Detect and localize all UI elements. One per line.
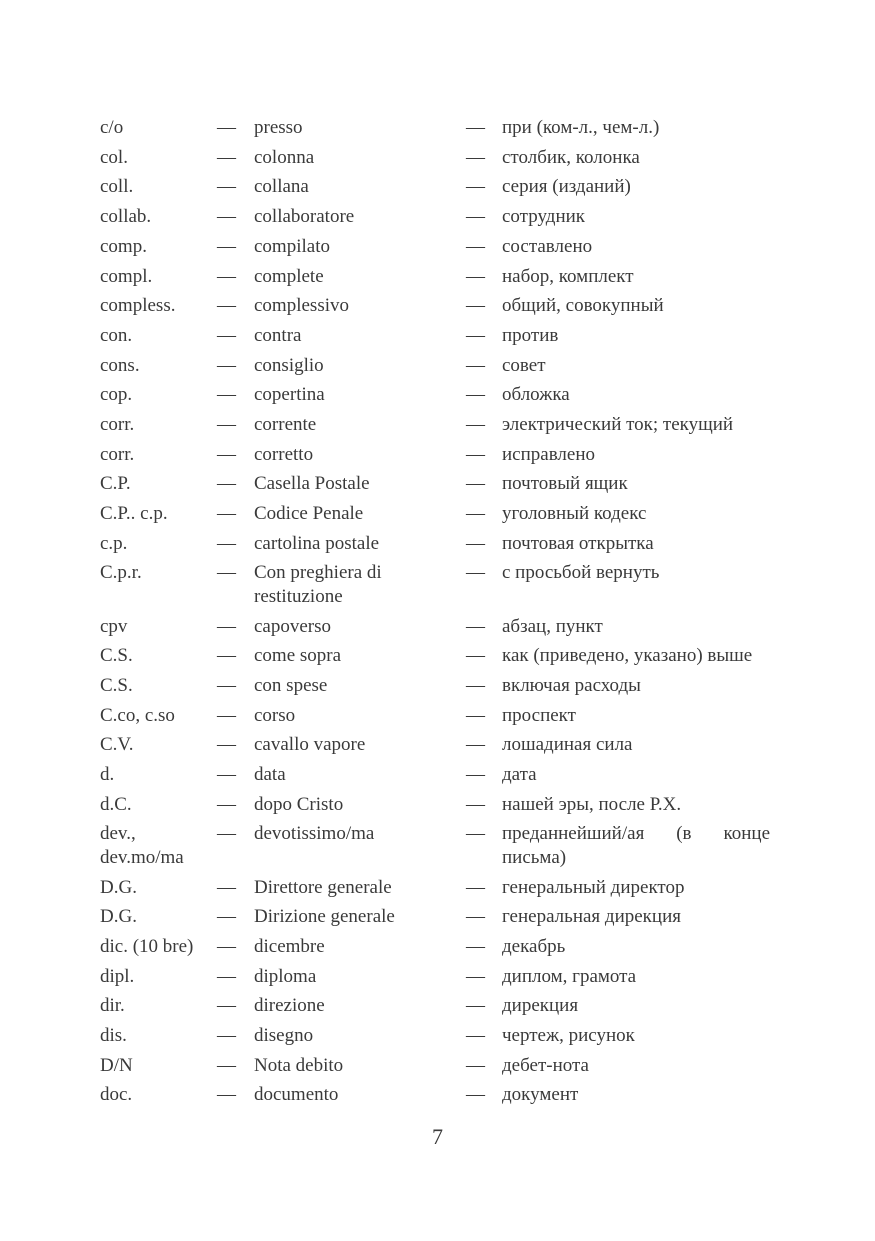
abbreviation: compl. xyxy=(100,265,153,287)
italian-term: come sopra xyxy=(254,645,342,667)
italian-term: corrente xyxy=(254,413,317,435)
russian-translation: электрический ток; текущий xyxy=(502,413,734,435)
russian-translation: преданнейший/ая (в конце письма) xyxy=(502,823,770,868)
abbreviation: dev., dev.mo/ma xyxy=(100,823,184,868)
abbreviation: C.S. xyxy=(100,674,133,696)
italian-term: Con preghiera di restituzione xyxy=(254,562,382,607)
italian-term: compilato xyxy=(254,235,330,257)
italian-term: collaboratore xyxy=(254,206,355,228)
dash-separator: — xyxy=(217,532,236,554)
dash-separator: — xyxy=(466,265,485,287)
dash-separator: — xyxy=(217,965,236,987)
abbreviation: coll. xyxy=(100,176,134,198)
list-item xyxy=(100,760,780,790)
list-item xyxy=(100,113,780,143)
italian-term: direzione xyxy=(254,995,325,1017)
list-item xyxy=(100,410,780,440)
italian-term: corso xyxy=(254,704,296,726)
dash-separator: — xyxy=(466,1025,485,1047)
dash-separator: — xyxy=(217,295,236,317)
dash-separator: — xyxy=(217,443,236,465)
dash-separator: — xyxy=(217,324,236,346)
italian-term: devotissimo/ma xyxy=(254,823,375,845)
dash-separator: — xyxy=(217,935,236,957)
dash-separator: — xyxy=(217,206,236,228)
dash-separator: — xyxy=(466,324,485,346)
russian-translation: с просьбой вернуть xyxy=(502,562,660,584)
dash-separator: — xyxy=(466,995,485,1017)
list-item xyxy=(100,932,780,962)
dash-separator: — xyxy=(217,265,236,287)
list-item xyxy=(100,529,780,559)
list-item xyxy=(100,232,780,262)
italian-term: dopo Cristo xyxy=(254,793,344,815)
list-item xyxy=(100,730,780,760)
russian-translation: исправлено xyxy=(502,443,596,465)
abbreviation: c/o xyxy=(100,117,124,139)
list-item xyxy=(100,902,780,932)
list-item xyxy=(100,558,780,611)
abbreviation: cop. xyxy=(100,384,133,406)
dash-separator: — xyxy=(217,793,236,815)
dash-separator: — xyxy=(217,176,236,198)
dash-separator: — xyxy=(217,354,236,376)
abbreviation: collab. xyxy=(100,206,152,228)
dash-separator: — xyxy=(466,615,485,637)
italian-term: Codice Penale xyxy=(254,503,364,525)
list-item xyxy=(100,641,780,671)
list-item xyxy=(100,1080,780,1110)
abbreviation: col. xyxy=(100,146,128,168)
dash-separator: — xyxy=(466,176,485,198)
abbreviation: corr. xyxy=(100,443,135,465)
abbreviation: C.P.. c.p. xyxy=(100,503,168,525)
dash-separator: — xyxy=(466,384,485,406)
list-item xyxy=(100,1021,780,1051)
dash-separator: — xyxy=(466,532,485,554)
dash-separator: — xyxy=(466,146,485,168)
abbreviation: con. xyxy=(100,324,133,346)
dash-separator: — xyxy=(217,413,236,435)
russian-translation: общий, совокупный xyxy=(502,295,664,317)
abbreviation: cpv xyxy=(100,615,128,637)
dash-separator: — xyxy=(217,876,236,898)
dash-separator: — xyxy=(466,117,485,139)
dash-separator: — xyxy=(466,295,485,317)
dash-separator: — xyxy=(217,146,236,168)
russian-translation: чертеж, рисунок xyxy=(502,1025,635,1047)
italian-term: Casella Postale xyxy=(254,473,370,495)
abbreviation: C.P. xyxy=(100,473,131,495)
abbreviation: C.V. xyxy=(100,734,134,756)
russian-translation: уголовный кодекс xyxy=(502,503,647,525)
italian-term: Dirizione generale xyxy=(254,906,395,928)
russian-translation: сотрудник xyxy=(502,206,586,228)
abbreviation: dis. xyxy=(100,1025,127,1047)
italian-term: complete xyxy=(254,265,324,287)
russian-translation: нашей эры, после Р.Х. xyxy=(502,793,682,815)
russian-translation: включая расходы xyxy=(502,674,641,696)
russian-translation: диплом, грамота xyxy=(502,965,637,987)
dash-separator: — xyxy=(466,473,485,495)
russian-translation: документ xyxy=(502,1084,579,1106)
russian-translation: столбик, колонка xyxy=(502,146,640,168)
abbreviation: d.C. xyxy=(100,793,132,815)
russian-translation: при (ком-л., чем-л.) xyxy=(502,117,660,139)
abbreviation: dir. xyxy=(100,995,125,1017)
dash-separator: — xyxy=(217,645,236,667)
italian-term: Direttore generale xyxy=(254,876,392,898)
dash-separator: — xyxy=(217,704,236,726)
italian-term: contra xyxy=(254,324,302,346)
dash-separator: — xyxy=(217,906,236,928)
russian-translation: серия (изданий) xyxy=(502,176,631,198)
dash-separator: — xyxy=(217,384,236,406)
italian-term: collana xyxy=(254,176,309,198)
dash-separator: — xyxy=(466,206,485,228)
italian-term: data xyxy=(254,764,286,786)
italian-term: corretto xyxy=(254,443,314,465)
abbreviation: d. xyxy=(100,764,115,786)
dash-separator: — xyxy=(466,645,485,667)
abbreviation-list xyxy=(100,113,780,1110)
dash-separator: — xyxy=(466,876,485,898)
dash-separator: — xyxy=(466,734,485,756)
dash-separator: — xyxy=(217,235,236,257)
list-item xyxy=(100,819,780,872)
abbreviation: D.G. xyxy=(100,906,137,928)
abbreviation: D/N xyxy=(100,1054,133,1076)
italian-term: copertina xyxy=(254,384,325,406)
italian-term: presso xyxy=(254,117,303,139)
russian-translation: обложка xyxy=(502,384,570,406)
dash-separator: — xyxy=(217,117,236,139)
dash-separator: — xyxy=(466,935,485,957)
dash-separator: — xyxy=(466,354,485,376)
russian-translation: дирекция xyxy=(502,995,579,1017)
italian-term: dicembre xyxy=(254,935,325,957)
abbreviation: comp. xyxy=(100,235,147,257)
dash-separator: — xyxy=(217,1054,236,1076)
abbreviation: C.co, c.so xyxy=(100,704,175,726)
dash-separator: — xyxy=(466,906,485,928)
abbreviation: dipl. xyxy=(100,965,135,987)
russian-translation: почтовый ящик xyxy=(502,473,628,495)
list-item xyxy=(100,202,780,232)
russian-translation: проспект xyxy=(502,704,576,726)
page-number: 7 xyxy=(432,1124,443,1149)
italian-term: cavallo vapore xyxy=(254,734,366,756)
italian-term: colonna xyxy=(254,146,315,168)
abbreviation: D.G. xyxy=(100,876,137,898)
abbreviation: cons. xyxy=(100,354,140,376)
dash-separator: — xyxy=(217,995,236,1017)
dash-separator: — xyxy=(466,674,485,696)
abbreviation: corr. xyxy=(100,413,135,435)
dash-separator: — xyxy=(217,674,236,696)
dash-separator: — xyxy=(466,443,485,465)
list-item xyxy=(100,671,780,701)
italian-term: con spese xyxy=(254,674,328,696)
dash-separator: — xyxy=(217,562,236,584)
russian-translation: абзац, пункт xyxy=(502,615,603,637)
dash-separator: — xyxy=(466,1084,485,1106)
italian-term: consiglio xyxy=(254,354,324,376)
dash-separator: — xyxy=(217,1084,236,1106)
dash-separator: — xyxy=(466,793,485,815)
list-item xyxy=(100,1051,780,1081)
italian-term: diploma xyxy=(254,965,317,987)
list-item xyxy=(100,143,780,173)
list-item xyxy=(100,991,780,1021)
italian-term: documento xyxy=(254,1084,339,1106)
dash-separator: — xyxy=(217,1025,236,1047)
abbreviation: C.p.r. xyxy=(100,562,142,584)
russian-translation: почтовая открытка xyxy=(502,532,654,554)
russian-translation: как (приведено, указано) выше xyxy=(502,645,753,667)
russian-translation: дата xyxy=(502,764,537,786)
dash-separator: — xyxy=(466,965,485,987)
list-item xyxy=(100,172,780,202)
list-item xyxy=(100,962,780,992)
russian-translation: набор, комплект xyxy=(502,265,634,287)
list-item xyxy=(100,873,780,903)
dash-separator: — xyxy=(466,235,485,257)
italian-term: disegno xyxy=(254,1025,314,1047)
russian-translation: дебет-нота xyxy=(502,1054,589,1076)
dash-separator: — xyxy=(217,473,236,495)
russian-translation: против xyxy=(502,324,559,346)
dash-separator: — xyxy=(217,615,236,637)
italian-term: capoverso xyxy=(254,615,332,637)
list-item xyxy=(100,790,780,820)
dash-separator: — xyxy=(466,704,485,726)
dash-separator: — xyxy=(466,823,485,845)
russian-translation: лошадиная сила xyxy=(502,734,633,756)
dash-separator: — xyxy=(217,503,236,525)
abbreviation: compless. xyxy=(100,295,176,317)
italian-term: Nota debito xyxy=(254,1054,344,1076)
italian-term: cartolina postale xyxy=(254,532,380,554)
russian-translation: составлено xyxy=(502,235,593,257)
list-item xyxy=(100,499,780,529)
abbreviation: c.p. xyxy=(100,532,128,554)
list-item xyxy=(100,291,780,321)
list-item xyxy=(100,380,780,410)
russian-translation: совет xyxy=(502,354,546,376)
dash-separator: — xyxy=(217,734,236,756)
list-item xyxy=(100,440,780,470)
dash-separator: — xyxy=(466,503,485,525)
dash-separator: — xyxy=(217,764,236,786)
russian-translation: декабрь xyxy=(502,935,566,957)
list-item xyxy=(100,351,780,381)
abbreviation: doc. xyxy=(100,1084,133,1106)
list-item xyxy=(100,469,780,499)
dash-separator: — xyxy=(466,1054,485,1076)
dash-separator: — xyxy=(217,823,236,845)
dash-separator: — xyxy=(466,413,485,435)
abbreviation: dic. (10 bre) xyxy=(100,935,194,957)
russian-translation: генеральный директор xyxy=(502,876,685,898)
dash-separator: — xyxy=(466,764,485,786)
list-item xyxy=(100,321,780,351)
abbreviation: C.S. xyxy=(100,645,133,667)
list-item xyxy=(100,701,780,731)
dash-separator: — xyxy=(466,562,485,584)
list-item xyxy=(100,612,780,642)
russian-translation: генеральная дирекция xyxy=(502,906,681,928)
list-item xyxy=(100,261,780,291)
italian-term: complessivo xyxy=(254,295,349,317)
